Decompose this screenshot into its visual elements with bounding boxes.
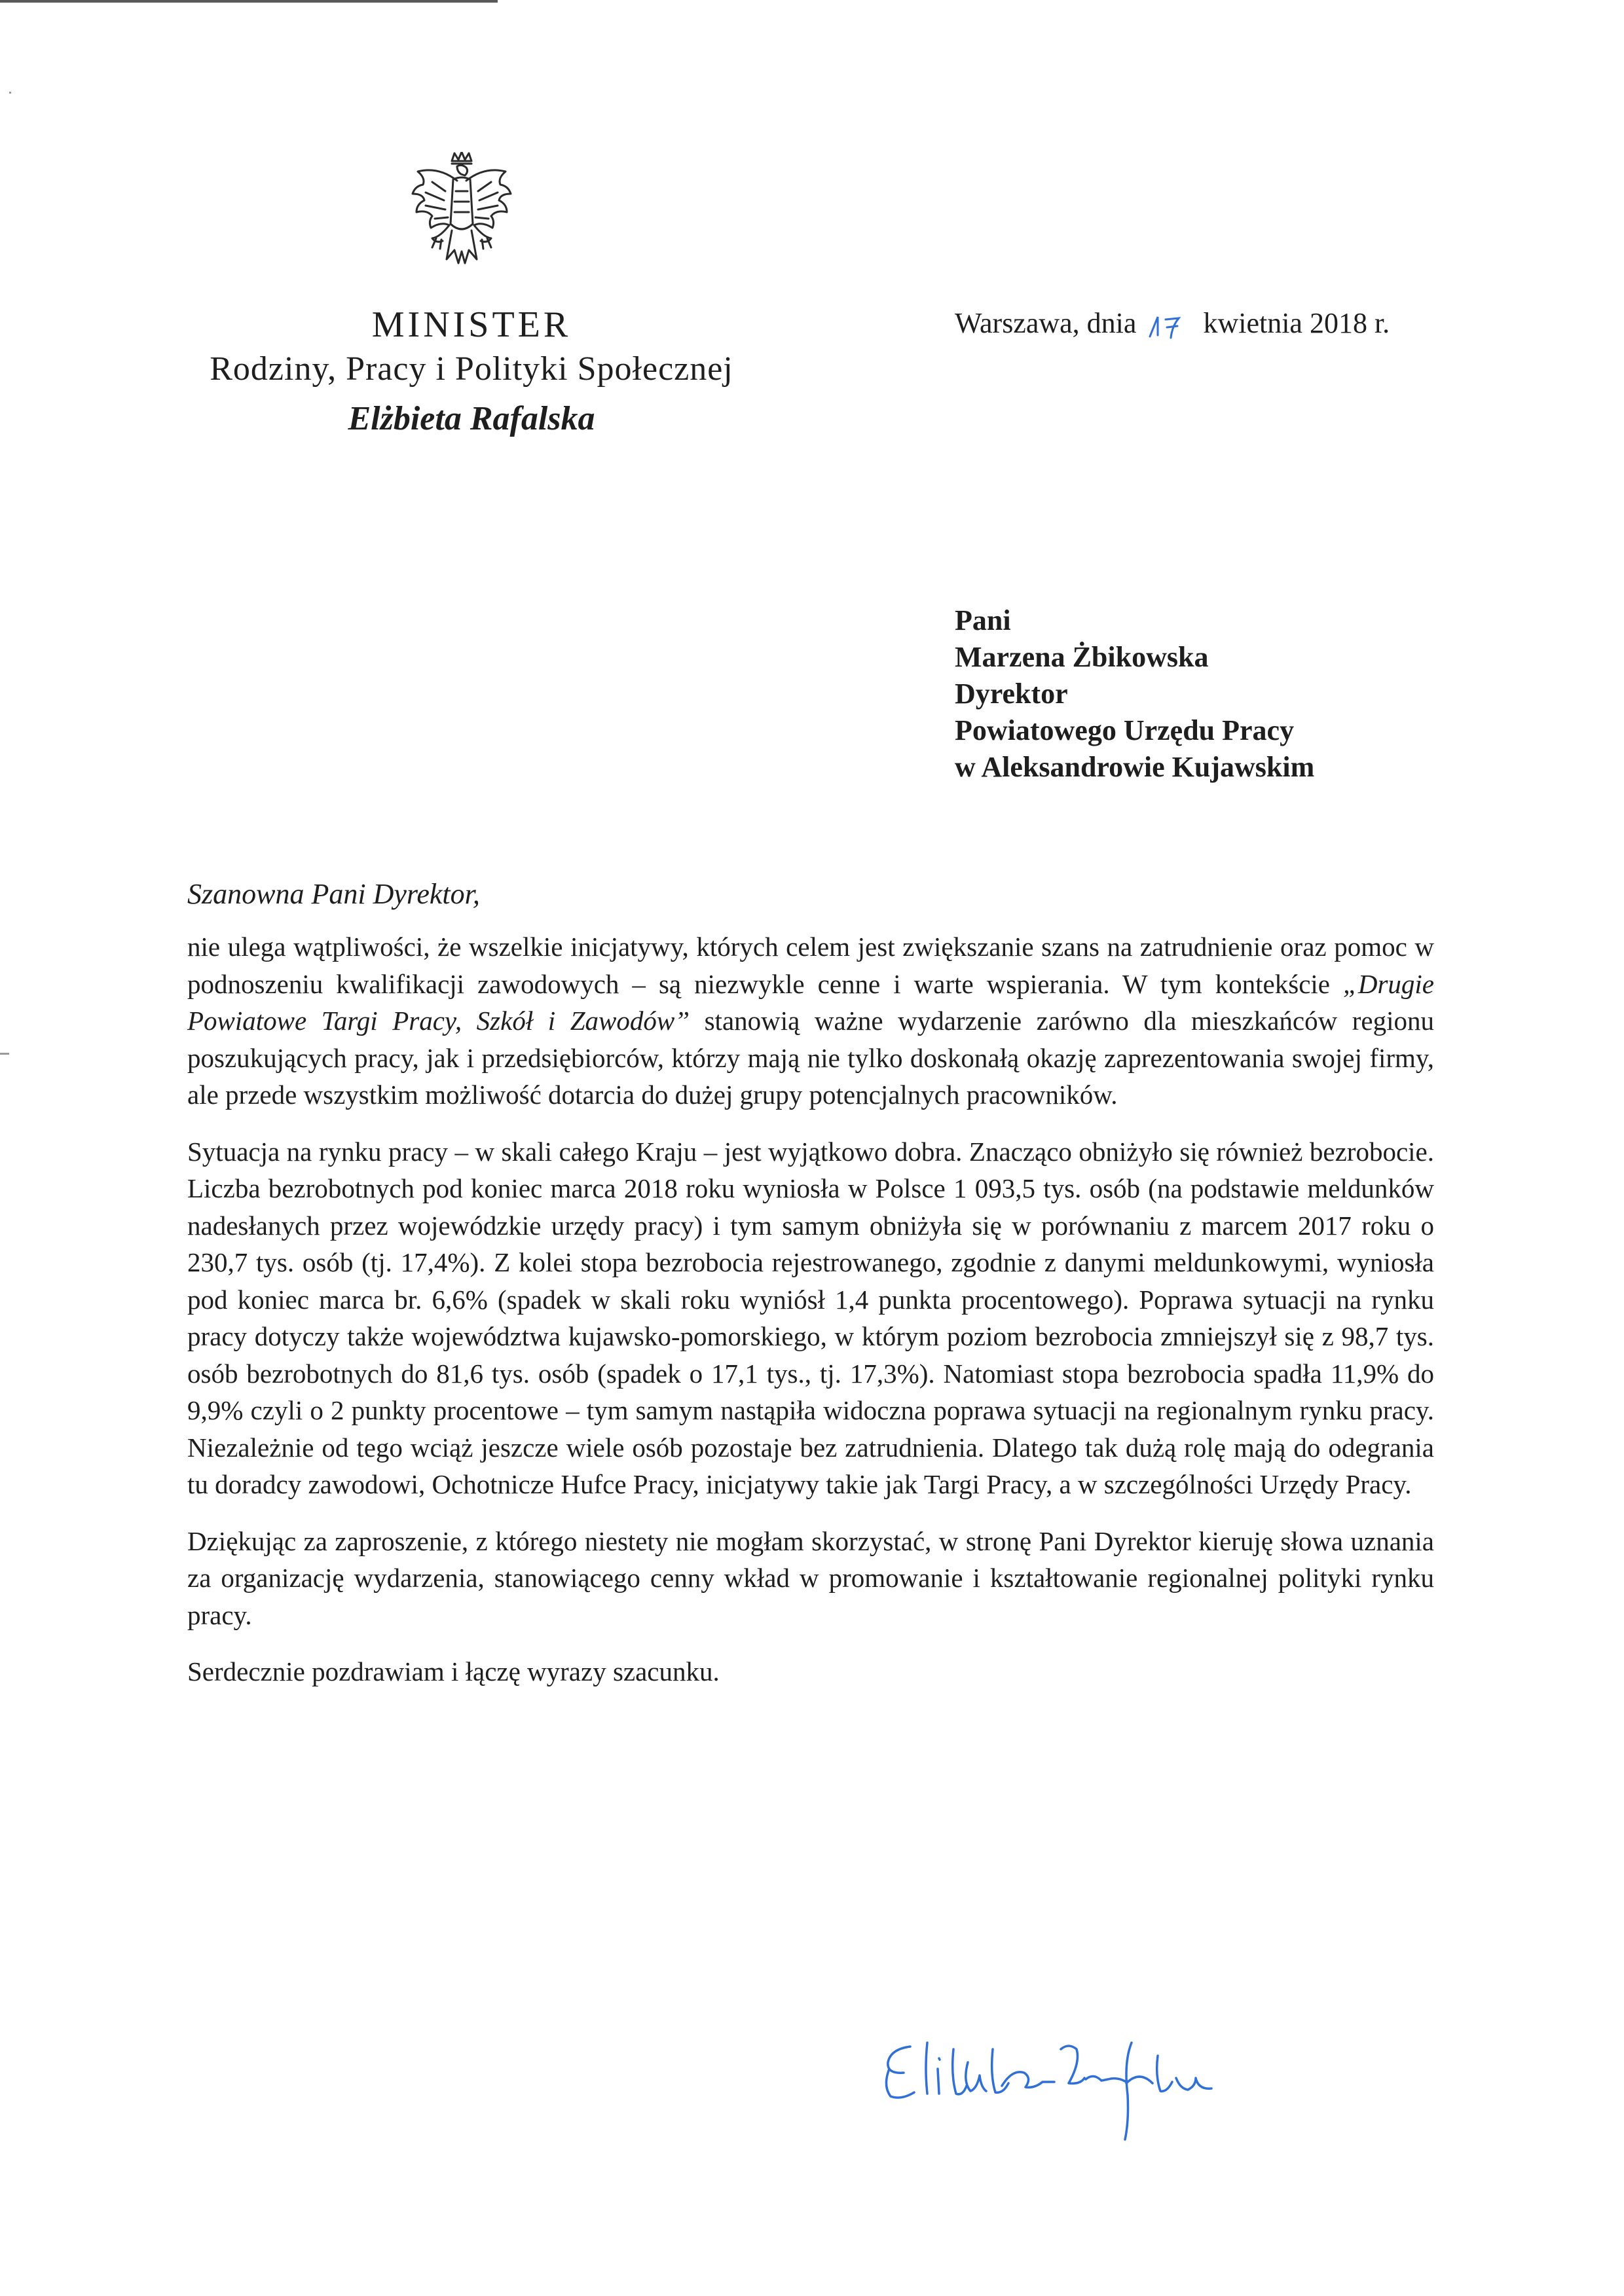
handwritten-signature: [864, 2023, 1283, 2141]
recipient-line: Powiatowego Urzędu Pracy: [955, 714, 1295, 746]
salutation: Szanowna Pani Dyrektor,: [187, 878, 480, 910]
letterhead: [144, 302, 799, 445]
paragraph-text: nie ulega wątpliwości, że wszelkie inicjatywy, których celem jest zwiększanie szans na zatrudnienie oraz pomoc w podnoszeniu kwalifikacji zawodowych – są niezwykle cenne i warte wspierania. W tym kontekście: [187, 932, 1434, 999]
letterhead-ministry: Rodziny, Pracy i Polityki Społecznej: [210, 350, 733, 388]
paragraph: Serdecznie pozdrawiam i łączę wyrazy szacunku.: [187, 1656, 720, 1686]
scan-mark: [0, 1053, 9, 1055]
eagle-emblem-icon: [406, 152, 517, 283]
paragraph: [187, 928, 1434, 1114]
paragraph: Sytuacja na rynku pracy – w skali całego Kraju – jest wyjątkowo dobra. Znacząco obniżyło się również bezrobocie. Liczba bezrobotnych pod koniec marca 2018 roku wyniosła w Polsce 1 093,5 tys. osób (na podstawie meldunków nadesłanych przez wojewódzkie urzędy pracy) i tym samym obniżyła się w porównaniu z marcem 2017 roku o 230,7 tys. osób (tj. 17,4%). Z kolei stopa bezrobocia rejestrowanego, zgodnie z danymi meldunkowymi, wyniosła pod koniec marca br. 6,6% (spadek w skali roku wyniósł 1,4 punkta procentowego). Poprawa sytuacji na rynku pracy dotyczy także województwa kujawsko-pomorskiego, w którym poziom bezrobocia zmniejszył się z 98,7 tys. osób bezrobotnych do 81,6 tys. osób (spadek o 17,1 tys., tj. 17,3%). Natomiast stopa bezrobocia spadła 11,9% do 9,9% czyli o 2 punkty procentowe – tym samym nastąpiła widoczna poprawa sytuacji na regionalnym rynku pracy. Niezależnie od tego wciąż jeszcze wiele osób pozostaje bez zatrudnienia. Dlatego tak dużą rolę mają do odegrania tu doradcy zawodowi, Ochotnicze Hufce Pracy, inicjatywy takie jak Targi Pracy, a w szczególności Urzędy Pracy.: [187, 1136, 1434, 1499]
event-name: „Drugie Powiatowe Targi Pracy, Szkół i Zawodów”: [187, 968, 1434, 1036]
dateline-prefix: Warszawa, dnia: [955, 307, 1137, 339]
letterhead-minister-name: Elżbieta Rafalska: [348, 400, 595, 437]
recipient-block: [955, 602, 1314, 786]
recipient-line: Marzena Żbikowska: [955, 641, 1209, 673]
scan-mark: [9, 92, 11, 94]
recipient-line: w Aleksandrowie Kujawskim: [955, 751, 1315, 783]
paragraph: Dziękując za zaproszenie, z którego niestety nie mogłam skorzystać, w stronę Pani Dyrektor kieruję słowa uznania za organizację wydarzenia, stanowiącego cenny wkład w promowanie i kształtowanie regionalnej polityki rynku pracy.: [187, 1525, 1434, 1630]
dateline: [955, 306, 1390, 340]
handwritten-day: [1143, 313, 1196, 339]
paragraph-text: stanowią ważne wydarzenie zarówno dla mieszkańców regionu poszukujących pracy, jak i przedsiębiorców, którzy mają nie tylko doskonałą okazję zaprezentowania swojej firmy, ale przede wszystkim możliwość dotarcia do dużej grupy potencjalnych pracowników.: [187, 1006, 1435, 1110]
recipient-line: Pani: [955, 604, 1011, 636]
dateline-suffix: kwietnia 2018 r.: [1203, 307, 1390, 339]
scan-edge-line: [0, 0, 498, 3]
letter-body: [187, 928, 1434, 1710]
letterhead-title: MINISTER: [371, 304, 572, 345]
recipient-line: Dyrektor: [955, 678, 1068, 710]
